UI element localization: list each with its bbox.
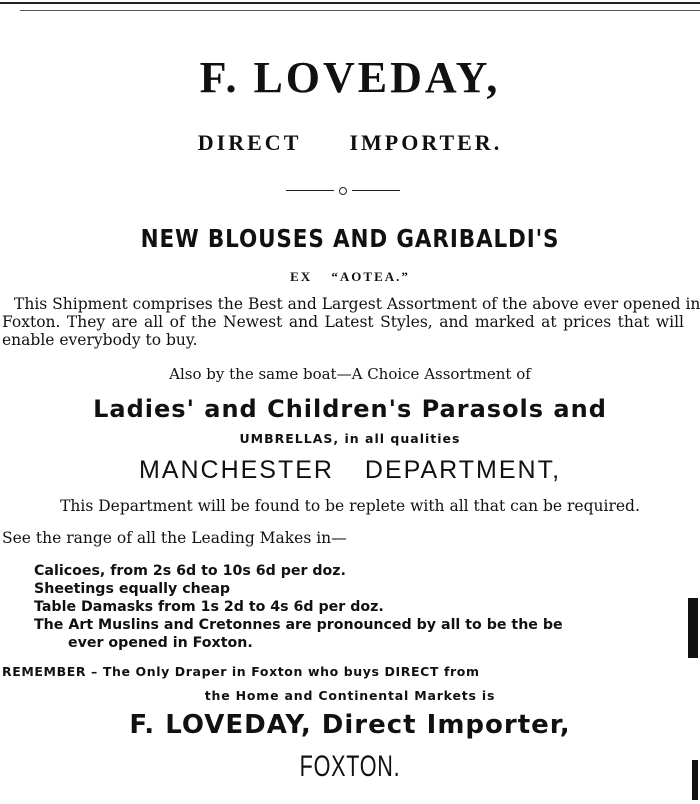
- list-item: Table Damasks from 1s 2d to 4s 6d per doz.: [34, 599, 384, 615]
- also-by-same-boat: Also by the same boat—A Choice Assortment of: [169, 365, 531, 383]
- top-border-rule-thin: [20, 10, 700, 11]
- list-item: Sheetings equally cheap: [34, 581, 231, 597]
- umbrellas-line: UMBRELLAS, in all qualities: [239, 431, 461, 446]
- leading-makes-intro: See the range of all the Leading Makes in—: [2, 529, 347, 547]
- divider-dot: [339, 187, 347, 195]
- advert-title: F. LOVEDAY,: [199, 53, 501, 102]
- advert-subtitle: DIRECT IMPORTER.: [197, 130, 503, 155]
- remember-line: REMEMBER – The Only Draper in Foxton who buys DIRECT from: [2, 664, 480, 679]
- product-list: [34, 562, 563, 652]
- blouses-heading: NEW BLOUSES AND GARIBALDI'S: [140, 224, 560, 253]
- department-note: This Department will be found to be replete with all that can be required.: [60, 497, 640, 515]
- ship-note: EX “AOTEA.”: [290, 269, 410, 284]
- list-item: ever opened in Foxton.: [68, 635, 253, 651]
- page-edge-mark: [692, 760, 698, 800]
- shipment-paragraph-line-1: This Shipment comprises the Best and Largest Assortment of the above ever opened in: [14, 295, 700, 313]
- list-item: The Art Muslins and Cretonnes are pronounced by all to be the be: [34, 617, 563, 633]
- parasols-heading: Ladies' and Children's Parasols and: [93, 395, 607, 423]
- town-name: FOXTON.: [299, 750, 401, 783]
- manchester-department-heading: MANCHESTER DEPARTMENT,: [138, 456, 562, 484]
- remember-line-2: the Home and Continental Markets is: [204, 688, 496, 703]
- shipment-paragraph-line-2: Foxton. They are all of the Newest and Latest Styles, and marked at prices that will: [2, 313, 684, 331]
- divider-line-right: [352, 190, 400, 191]
- top-border-rule: [0, 2, 700, 4]
- page-edge-mark: [688, 598, 698, 658]
- signature-line: F. LOVEDAY, Direct Importer,: [129, 710, 571, 740]
- ornamental-divider: [286, 188, 402, 192]
- list-item: Calicoes, from 2s 6d to 10s 6d per doz.: [34, 563, 346, 579]
- divider-line-left: [286, 190, 334, 191]
- shipment-paragraph-line-3: enable everybody to buy.: [2, 331, 198, 349]
